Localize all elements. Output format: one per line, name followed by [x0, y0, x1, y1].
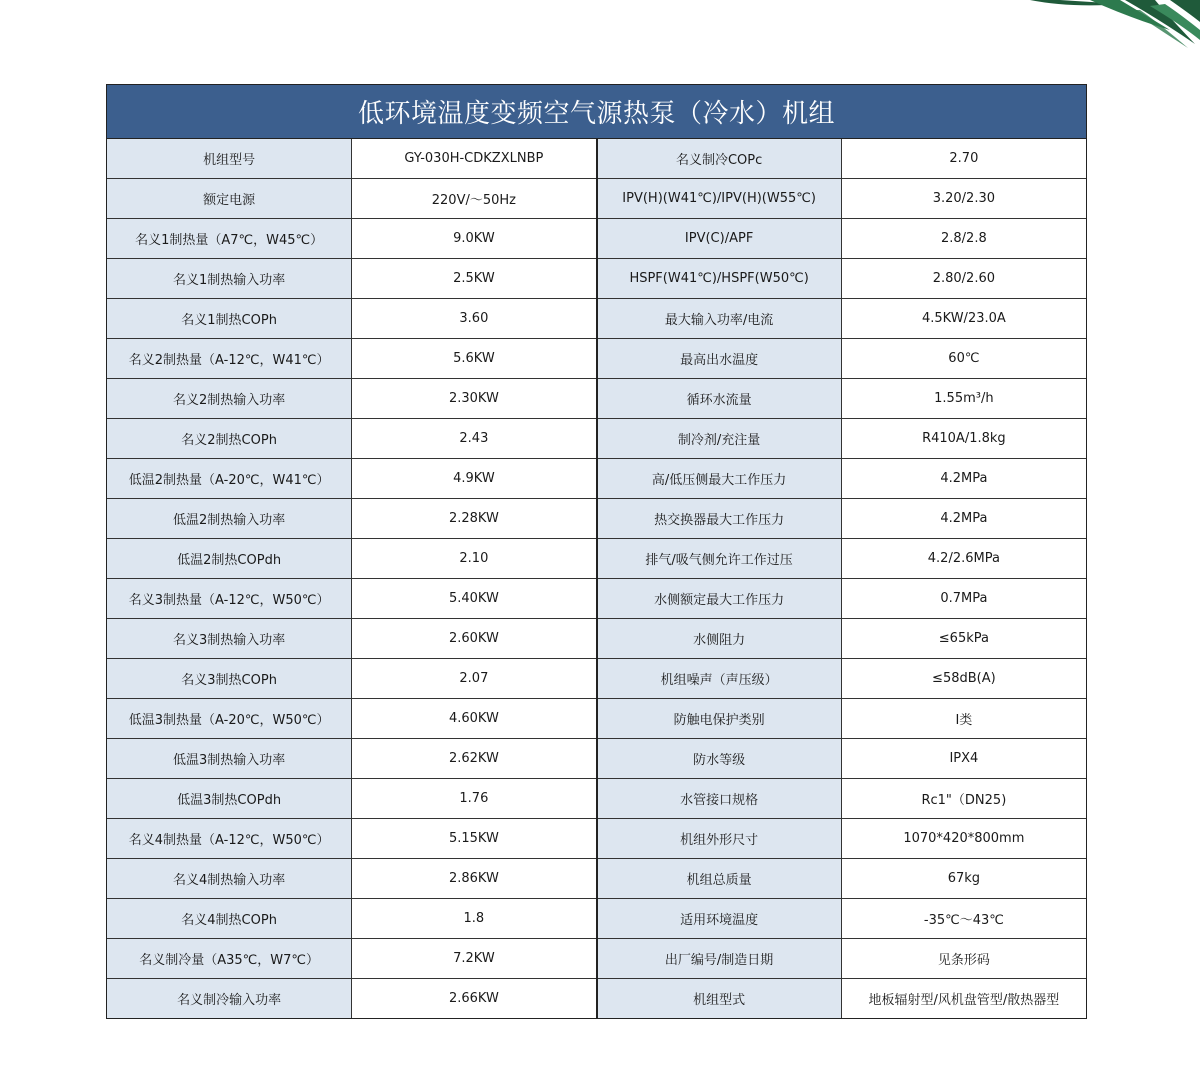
spec-table: [107, 139, 1086, 1018]
spec-label-cell: 循环水流量: [597, 379, 842, 419]
spec-label-cell: 名义1制热输入功率: [107, 259, 352, 299]
spec-value-cell: I类: [841, 699, 1086, 739]
table-row: [107, 539, 1086, 579]
spec-value-cell: 2.07: [352, 659, 597, 699]
spec-value-cell: 2.62KW: [352, 739, 597, 779]
table-row: [107, 259, 1086, 299]
spec-value-cell: 2.28KW: [352, 499, 597, 539]
spec-label-cell: 机组外形尺寸: [597, 819, 842, 859]
spec-label-cell: 额定电源: [107, 179, 352, 219]
spec-label-cell: 名义2制热量（A-12℃，W41℃）: [107, 339, 352, 379]
spec-value-cell: 2.10: [352, 539, 597, 579]
spec-label-cell: 名义2制热输入功率: [107, 379, 352, 419]
spec-value-cell: 见条形码: [841, 939, 1086, 979]
spec-value-cell: 4.2MPa: [841, 459, 1086, 499]
table-row: [107, 739, 1086, 779]
spec-label-cell: 名义制冷COPc: [597, 139, 842, 179]
table-row: [107, 179, 1086, 219]
spec-label-cell: 机组总质量: [597, 859, 842, 899]
spec-label-cell: 低温3制热COPdh: [107, 779, 352, 819]
spec-value-cell: -35℃～43℃: [841, 899, 1086, 939]
spec-label-cell: 水侧额定最大工作压力: [597, 579, 842, 619]
table-row: [107, 899, 1086, 939]
spec-value-cell: 0.7MPa: [841, 579, 1086, 619]
spec-label-cell: 制冷剂/充注量: [597, 419, 842, 459]
table-row: [107, 659, 1086, 699]
spec-value-cell: 5.40KW: [352, 579, 597, 619]
spec-label-cell: 名义1制热量（A7℃，W45℃）: [107, 219, 352, 259]
spec-value-cell: 地板辐射型/风机盘管型/散热器型: [841, 979, 1086, 1019]
spec-label-cell: 机组型式: [597, 979, 842, 1019]
spec-title: 低环境温度变频空气源热泵（冷水）机组: [107, 85, 1086, 139]
spec-label-cell: 名义制冷量（A35℃，W7℃）: [107, 939, 352, 979]
spec-label-cell: 名义制冷输入功率: [107, 979, 352, 1019]
table-row: [107, 779, 1086, 819]
spec-value-cell: 4.2MPa: [841, 499, 1086, 539]
spec-value-cell: 2.60KW: [352, 619, 597, 659]
table-row: [107, 619, 1086, 659]
spec-value-cell: 1.76: [352, 779, 597, 819]
table-row: [107, 499, 1086, 539]
table-row: [107, 219, 1086, 259]
spec-value-cell: 5.15KW: [352, 819, 597, 859]
spec-value-cell: 5.6KW: [352, 339, 597, 379]
spec-value-cell: 220V/～50Hz: [352, 179, 597, 219]
leaf-decoration-icon: [1030, 0, 1200, 60]
spec-label-cell: 名义4制热COPh: [107, 899, 352, 939]
spec-value-cell: 4.5KW/23.0A: [841, 299, 1086, 339]
spec-label-cell: 高/低压侧最大工作压力: [597, 459, 842, 499]
spec-value-cell: 4.60KW: [352, 699, 597, 739]
table-row: [107, 579, 1086, 619]
spec-label-cell: 机组型号: [107, 139, 352, 179]
spec-label-cell: 名义2制热COPh: [107, 419, 352, 459]
spec-label-cell: 机组噪声（声压级）: [597, 659, 842, 699]
spec-value-cell: 2.86KW: [352, 859, 597, 899]
spec-value-cell: 60℃: [841, 339, 1086, 379]
table-row: [107, 859, 1086, 899]
table-row: [107, 819, 1086, 859]
spec-value-cell: 4.9KW: [352, 459, 597, 499]
spec-label-cell: 低温2制热COPdh: [107, 539, 352, 579]
table-row: [107, 419, 1086, 459]
spec-label-cell: IPV(C)/APF: [597, 219, 842, 259]
spec-label-cell: 热交换器最大工作压力: [597, 499, 842, 539]
spec-value-cell: 1.8: [352, 899, 597, 939]
spec-label-cell: 低温2制热量（A-20℃，W41℃）: [107, 459, 352, 499]
table-row: [107, 379, 1086, 419]
spec-label-cell: 低温2制热输入功率: [107, 499, 352, 539]
table-row: [107, 139, 1086, 179]
spec-label-cell: 水侧阻力: [597, 619, 842, 659]
spec-value-cell: 2.80/2.60: [841, 259, 1086, 299]
spec-value-cell: Rc1"（DN25): [841, 779, 1086, 819]
spec-value-cell: 67kg: [841, 859, 1086, 899]
spec-sheet: [106, 84, 1087, 1019]
spec-value-cell: 2.43: [352, 419, 597, 459]
spec-label-cell: HSPF(W41℃)/HSPF(W50℃): [597, 259, 842, 299]
spec-value-cell: 2.5KW: [352, 259, 597, 299]
spec-label-cell: 排气/吸气侧允许工作过压: [597, 539, 842, 579]
spec-value-cell: 3.20/2.30: [841, 179, 1086, 219]
spec-label-cell: 名义1制热COPh: [107, 299, 352, 339]
spec-label-cell: 名义3制热COPh: [107, 659, 352, 699]
spec-label-cell: 名义4制热量（A-12℃，W50℃）: [107, 819, 352, 859]
spec-value-cell: 9.0KW: [352, 219, 597, 259]
spec-value-cell: 2.70: [841, 139, 1086, 179]
spec-label-cell: 适用环境温度: [597, 899, 842, 939]
spec-label-cell: 低温3制热量（A-20℃，W50℃）: [107, 699, 352, 739]
spec-value-cell: 2.66KW: [352, 979, 597, 1019]
spec-label-cell: 名义3制热量（A-12℃，W50℃）: [107, 579, 352, 619]
table-row: [107, 699, 1086, 739]
spec-label-cell: 低温3制热输入功率: [107, 739, 352, 779]
spec-label-cell: 最高出水温度: [597, 339, 842, 379]
spec-value-cell: 7.2KW: [352, 939, 597, 979]
table-row: [107, 459, 1086, 499]
spec-value-cell: 2.8/2.8: [841, 219, 1086, 259]
spec-value-cell: IPX4: [841, 739, 1086, 779]
spec-label-cell: 水管接口规格: [597, 779, 842, 819]
spec-value-cell: 2.30KW: [352, 379, 597, 419]
spec-value-cell: GY-030H-CDKZXLNBP: [352, 139, 597, 179]
spec-value-cell: 4.2/2.6MPa: [841, 539, 1086, 579]
spec-value-cell: 1.55m³/h: [841, 379, 1086, 419]
spec-value-cell: ≤65kPa: [841, 619, 1086, 659]
spec-label-cell: 出厂编号/制造日期: [597, 939, 842, 979]
spec-value-cell: 1070*420*800mm: [841, 819, 1086, 859]
spec-label-cell: 防水等级: [597, 739, 842, 779]
spec-label-cell: 防触电保护类别: [597, 699, 842, 739]
spec-value-cell: ≤58dB(A): [841, 659, 1086, 699]
spec-label-cell: 最大输入功率/电流: [597, 299, 842, 339]
table-row: [107, 979, 1086, 1019]
table-row: [107, 299, 1086, 339]
spec-value-cell: 3.60: [352, 299, 597, 339]
spec-value-cell: R410A/1.8kg: [841, 419, 1086, 459]
table-row: [107, 939, 1086, 979]
table-row: [107, 339, 1086, 379]
spec-label-cell: 名义3制热输入功率: [107, 619, 352, 659]
spec-label-cell: 名义4制热输入功率: [107, 859, 352, 899]
spec-label-cell: IPV(H)(W41℃)/IPV(H)(W55℃): [597, 179, 842, 219]
